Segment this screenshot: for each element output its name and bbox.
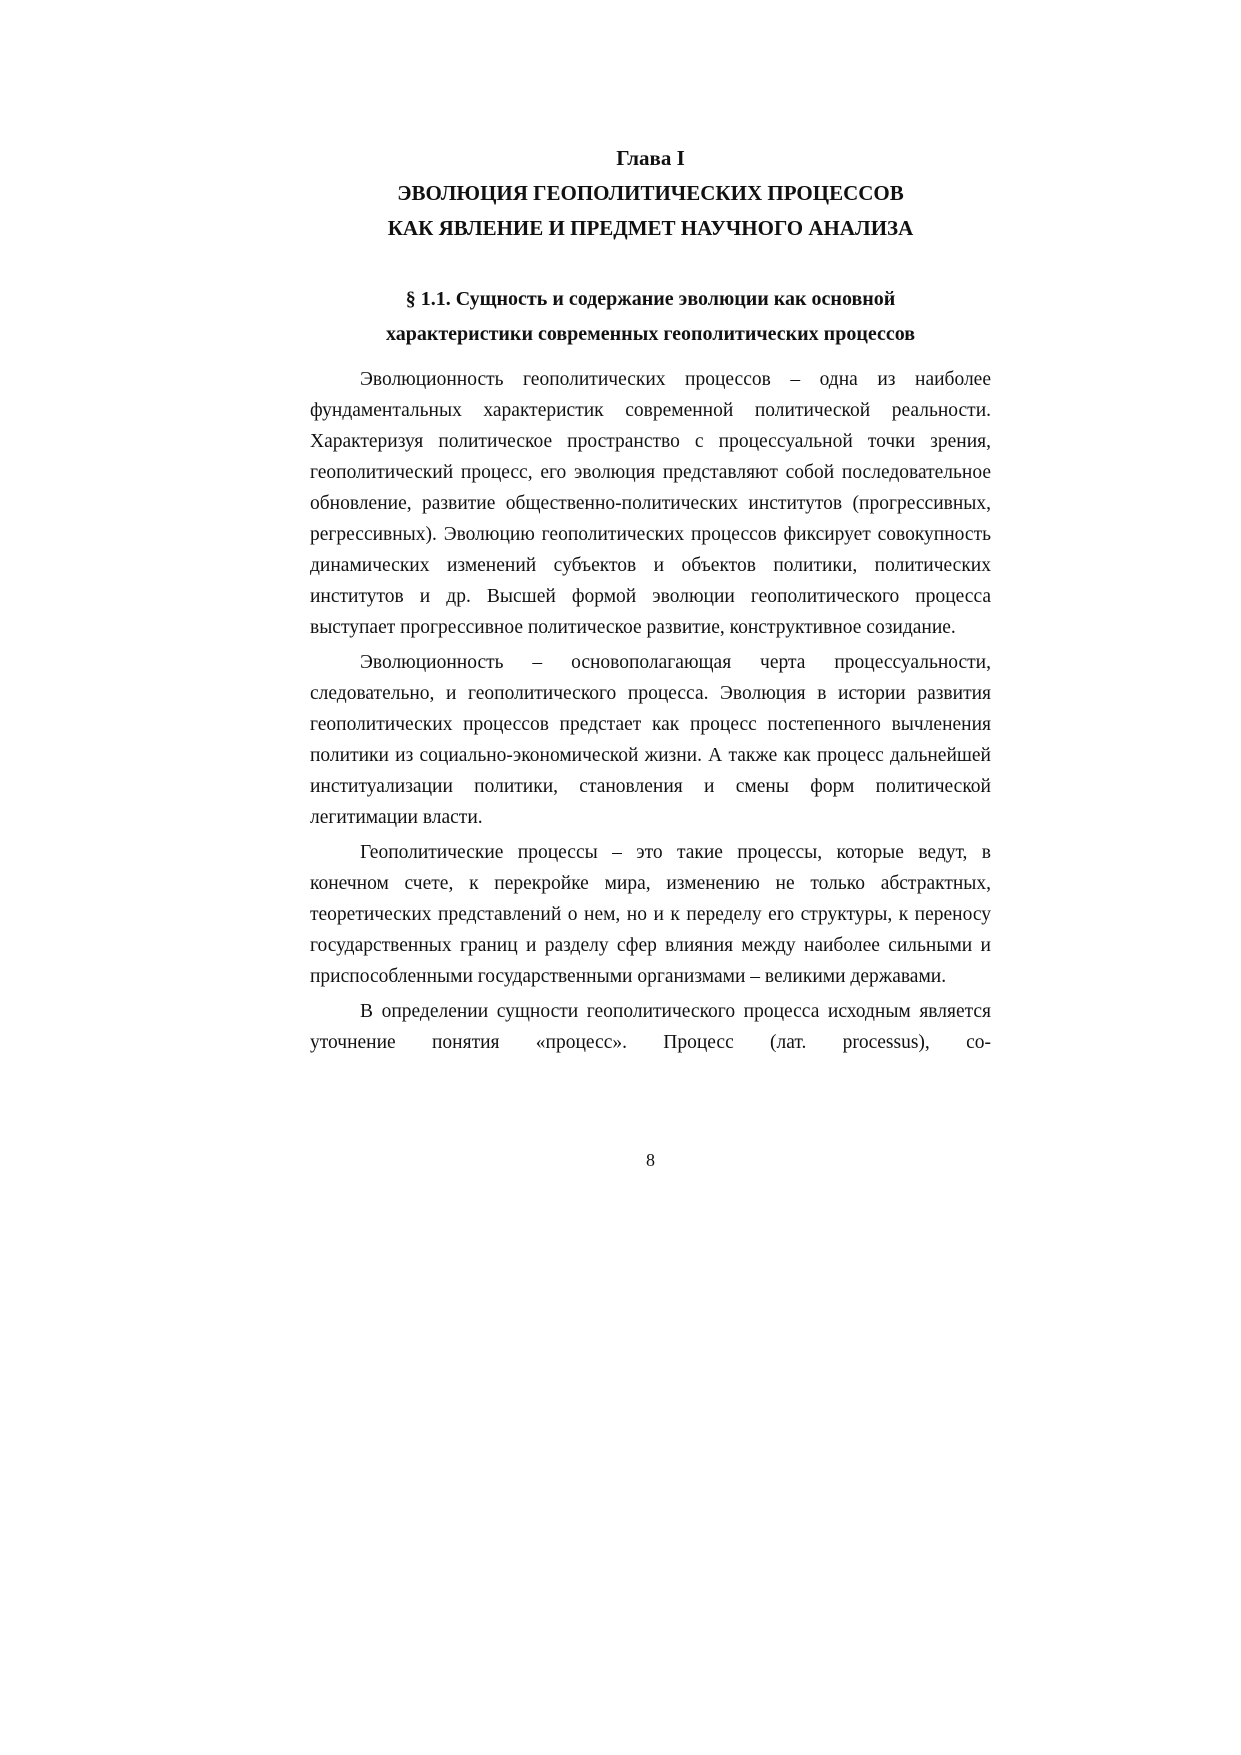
page-number: 8 [646, 1150, 655, 1170]
body-text [310, 364, 991, 1062]
chapter-title-line: КАК ЯВЛЕНИЕ И ПРЕДМЕТ НАУЧНОГО АНАЛИЗА [387, 216, 914, 240]
paragraph: Эволюционность геополитических процессов – одна из наиболее фундаментальных характеристик современной политической реальности. Характеризуя политическое пространство с процессуальной точки зрения, геополитический процесс, его эволюция представляют собой последовательное обновление, развитие общественно-политических институтов (прогрессивных, регрессивных). Эволюцию геополитических процессов фиксирует совокупность динамических изменений субъектов и объектов политики, политических институтов и др. Высшей формой эволюции геополитического процесса выступает прогрессивное политическое развитие, конструктивное созидание. [310, 369, 991, 638]
chapter-title-line: ЭВОЛЮЦИЯ ГЕОПОЛИТИЧЕСКИХ ПРОЦЕССОВ [397, 181, 904, 205]
chapter-title [310, 176, 991, 246]
paragraph: Геополитические процессы – это такие процессы, которые ведут, в конечном счете, к перекройке мира, изменению не только абстрактных, теоретических представлений о нем, но и к переделу его структуры, к переносу государственных границ и разделу сфер влияния между наиболее сильными и приспособленными государственными организмами – великими державами. [310, 842, 991, 987]
section-title-line: § 1.1. Сущность и содержание эволюции как основной [405, 288, 896, 310]
paragraph: Эволюционность – основополагающая черта процессуальности, следовательно, и геополитического процесса. Эволюция в истории развития геополитических процессов предстает как процесс постепенного вычленения политики из социально-экономической жизни. А также как процесс дальнейшей институализации политики, становления и смены форм политической легитимации власти. [310, 652, 991, 828]
chapter-label: Глава I [616, 146, 685, 170]
section-title [310, 282, 991, 352]
paragraph: В определении сущности геополитического процесса исходным является уточнение понятия «процесс». Процесс (лат. processus), со- [310, 1001, 991, 1053]
section-title-line: характеристики современных геополитических процессов [385, 323, 916, 345]
